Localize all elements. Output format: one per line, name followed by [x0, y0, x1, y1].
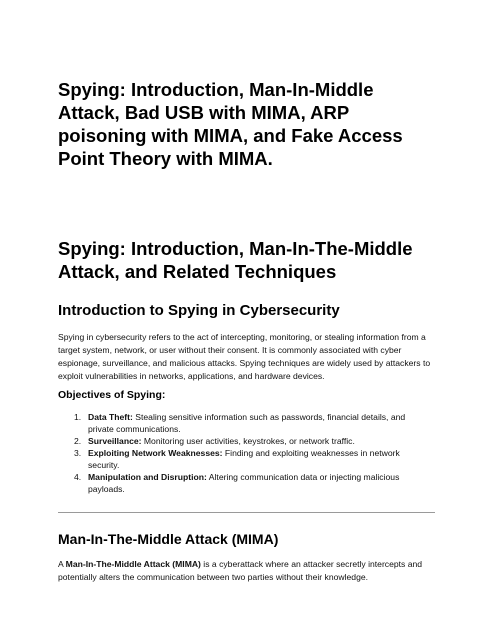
- list-item-term: Exploiting Network Weaknesses:: [88, 448, 223, 458]
- mima-paragraph-suffix: is a cyberattack where an attacker secretly intercepts and potentially alters the communication between two parties without their knowledge.: [58, 559, 423, 582]
- mima-paragraph-term: Man-In-The-Middle Attack (MIMA): [65, 559, 201, 569]
- list-item-term: Data Theft:: [88, 412, 133, 422]
- section-title: Spying: Introduction, Man-In-The-Middle Attack, and Related Techniques: [58, 238, 413, 282]
- document-title: Spying: Introduction, Man-In-Middle Attack, Bad USB with MIMA, ARP poisoning with MIMA, and Fake Access Point Theory with MIMA.: [58, 79, 403, 169]
- mima-heading: Man-In-The-Middle Attack (MIMA): [58, 531, 279, 547]
- list-item: [74, 435, 424, 447]
- list-item-number: 1.: [74, 412, 82, 422]
- list-item-number: 4.: [74, 472, 82, 482]
- list-item: [74, 447, 424, 471]
- mima-paragraph: [58, 558, 440, 584]
- list-item: [74, 411, 424, 435]
- list-item-number: 2.: [74, 436, 82, 446]
- list-item-number: 3.: [74, 448, 82, 458]
- list-item: [74, 471, 424, 495]
- objectives-list: [74, 411, 424, 495]
- intro-heading: Introduction to Spying in Cybersecurity: [58, 302, 340, 319]
- list-item-text: Stealing sensitive information such as passwords, financial details, and private communications.: [88, 412, 406, 434]
- objectives-heading: Objectives of Spying:: [58, 389, 166, 401]
- intro-paragraph: Spying in cybersecurity refers to the act of intercepting, monitoring, or stealing information from a target system, network, or user without their consent. It is commonly associated with cyber espionage, surveillance, and malicious attacks. Spying techniques are widely used by attackers to exploit vulnerabilities in networks, applications, and hardware devices.: [58, 332, 431, 381]
- mima-paragraph-prefix: A: [58, 559, 66, 569]
- list-item-term: Surveillance:: [88, 436, 142, 446]
- list-item-text: Altering communication data or injecting malicious payloads.: [88, 472, 400, 494]
- horizontal-divider: [58, 512, 435, 513]
- list-item-term: Manipulation and Disruption:: [88, 472, 207, 482]
- list-item-text: Monitoring user activities, keystrokes, or network traffic.: [141, 436, 355, 446]
- list-item-text: Finding and exploiting weaknesses in network security.: [88, 448, 400, 470]
